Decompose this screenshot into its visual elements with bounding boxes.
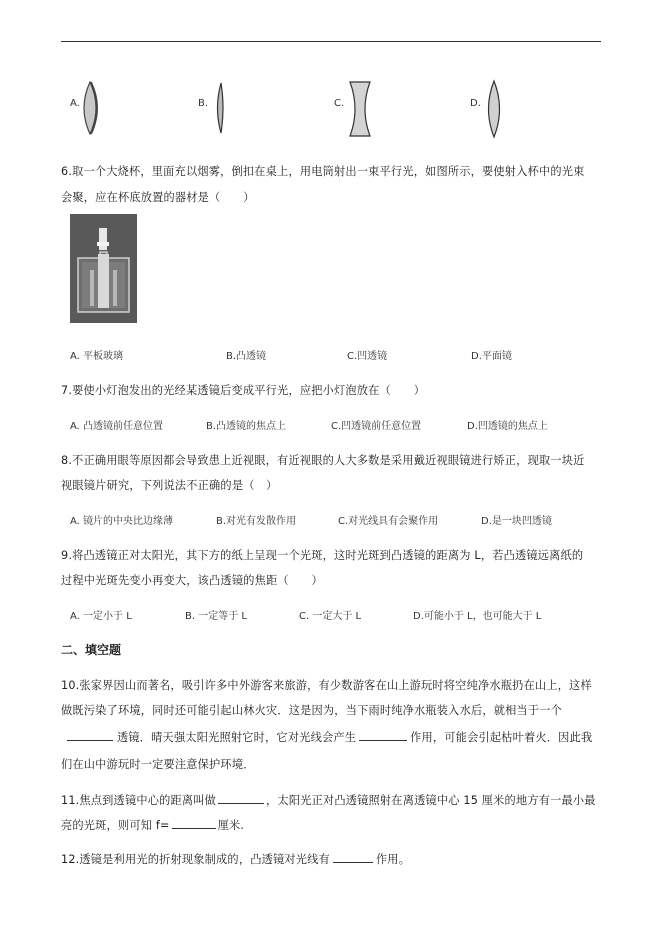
q9-line2: 过程中光斑先变小再变大，该凸透镜的焦距（ ） (61, 574, 323, 587)
q8-line1: 8.不正确用眼等原因都会导致患上近视眼，有近视眼的人大多数是采用戴近视眼镜进行矫正，现取一块近 (61, 454, 585, 467)
option-c-label: C. (334, 98, 345, 109)
q12-line1 (61, 851, 410, 867)
lens-b-icon (214, 82, 228, 134)
q8-option-d: D.是一块凹透镜 (481, 516, 552, 527)
q7-line1: 7.要使小灯泡发出的光经某透镜后变成平行光，应把小灯泡放在（ ） (61, 384, 426, 397)
q10-line1: 10.张家界因山而著名，吸引许多中外游客来旅游，有少数游客在山上游玩时将空纯净水瓶扔在山上，这样 (61, 679, 592, 692)
q11-blank-1[interactable] (218, 793, 264, 804)
q11-line2 (61, 817, 244, 833)
q6-option-c: C.凹透镜 (347, 351, 388, 362)
q12-line1-text-a: 12.透镜是利用光的折射现象制成的，凸透镜对光线有 (61, 853, 330, 866)
q11-blank-2[interactable] (172, 818, 216, 829)
lens-d-icon (484, 80, 504, 138)
q8-option-c: C.对光线具有会聚作用 (338, 516, 439, 527)
q10-blank-1[interactable] (67, 730, 113, 741)
q8-option-b: B.对光有发散作用 (216, 516, 297, 527)
q9-option-c: C. 一定大于 L (299, 611, 362, 622)
q7-option-b: B.凸透镜的焦点上 (206, 421, 287, 432)
q10-line4: 们在山中游玩时一定要注意保护环境． (61, 758, 255, 771)
q11-line1-text-a: 11.焦点到透镜中心的距离叫做 (61, 794, 217, 807)
q9-option-d: D.可能小于 L，也可能大于 L (413, 611, 542, 622)
q6-option-b: B.凸透镜 (226, 351, 267, 362)
q8-line2: 视眼镜片研究，下列说法不正确的是（ ） (61, 479, 278, 492)
beaker-photo (70, 214, 137, 323)
header-rule (61, 41, 601, 42)
q11-line2-text-b: 厘米. (217, 819, 245, 832)
q12-line1-text-b: 作用。 (375, 853, 411, 866)
option-a-label: A. (70, 98, 80, 109)
option-d-label: D. (470, 98, 481, 109)
q11-line1 (61, 792, 596, 808)
q7-option-c: C.凹透镜前任意位置 (331, 421, 422, 432)
q9-line1: 9.将凸透镜正对太阳光，其下方的纸上呈现一个光斑，这时光斑到凸透镜的距离为 L，若凸透镜远离纸的 (61, 549, 584, 562)
option-b-label: B. (198, 98, 209, 109)
q11-line2-text-a: 亮的光斑，则可知 f= (61, 819, 170, 832)
q9-option-a: A. 一定小于 L (70, 611, 132, 622)
q6-line1: 6.取一个大烧杯，里面充以烟雾，倒扣在桌上，用电筒射出一束平行光，如图所示，要使射入杯中的光束 (61, 165, 585, 178)
q9-option-b: B. 一定等于 L (185, 611, 247, 622)
q6-option-d: D.平面镜 (471, 351, 512, 362)
lens-a-icon (80, 80, 104, 136)
q7-option-d: D.凹透镜的焦点上 (467, 421, 548, 432)
q6-option-a: A. 平板玻璃 (70, 351, 124, 362)
q8-option-a: A. 镜片的中央比边缘薄 (70, 516, 174, 527)
q6-line2: 会聚，应在杯底放置的器材是（ ） (61, 191, 255, 204)
section-fill-in-blank: 二、填空题 (61, 643, 122, 657)
q10-line2: 做既污染了环境，同时还可能引起山林火灾．这是因为，当下雨时纯净水瓶装入水后，就相当于一个 (61, 704, 563, 717)
q10-line3-text-b: 作用，可能会引起枯叶着火．因此我 (410, 731, 593, 744)
q10-line3-text-a: 透镜．晴天强太阳光照射它时，它对光线会产生 (117, 731, 357, 744)
q11-line1-text-b: ，太阳光正对凸透镜照射在离透镜中心 15 厘米的地方有一最小最 (266, 794, 596, 807)
q10-line3 (61, 729, 592, 745)
q7-option-a: A. 凸透镜前任意位置 (70, 421, 164, 432)
q12-blank-1[interactable] (333, 852, 373, 863)
lens-c-icon (348, 80, 372, 138)
q10-blank-2[interactable] (359, 730, 407, 741)
